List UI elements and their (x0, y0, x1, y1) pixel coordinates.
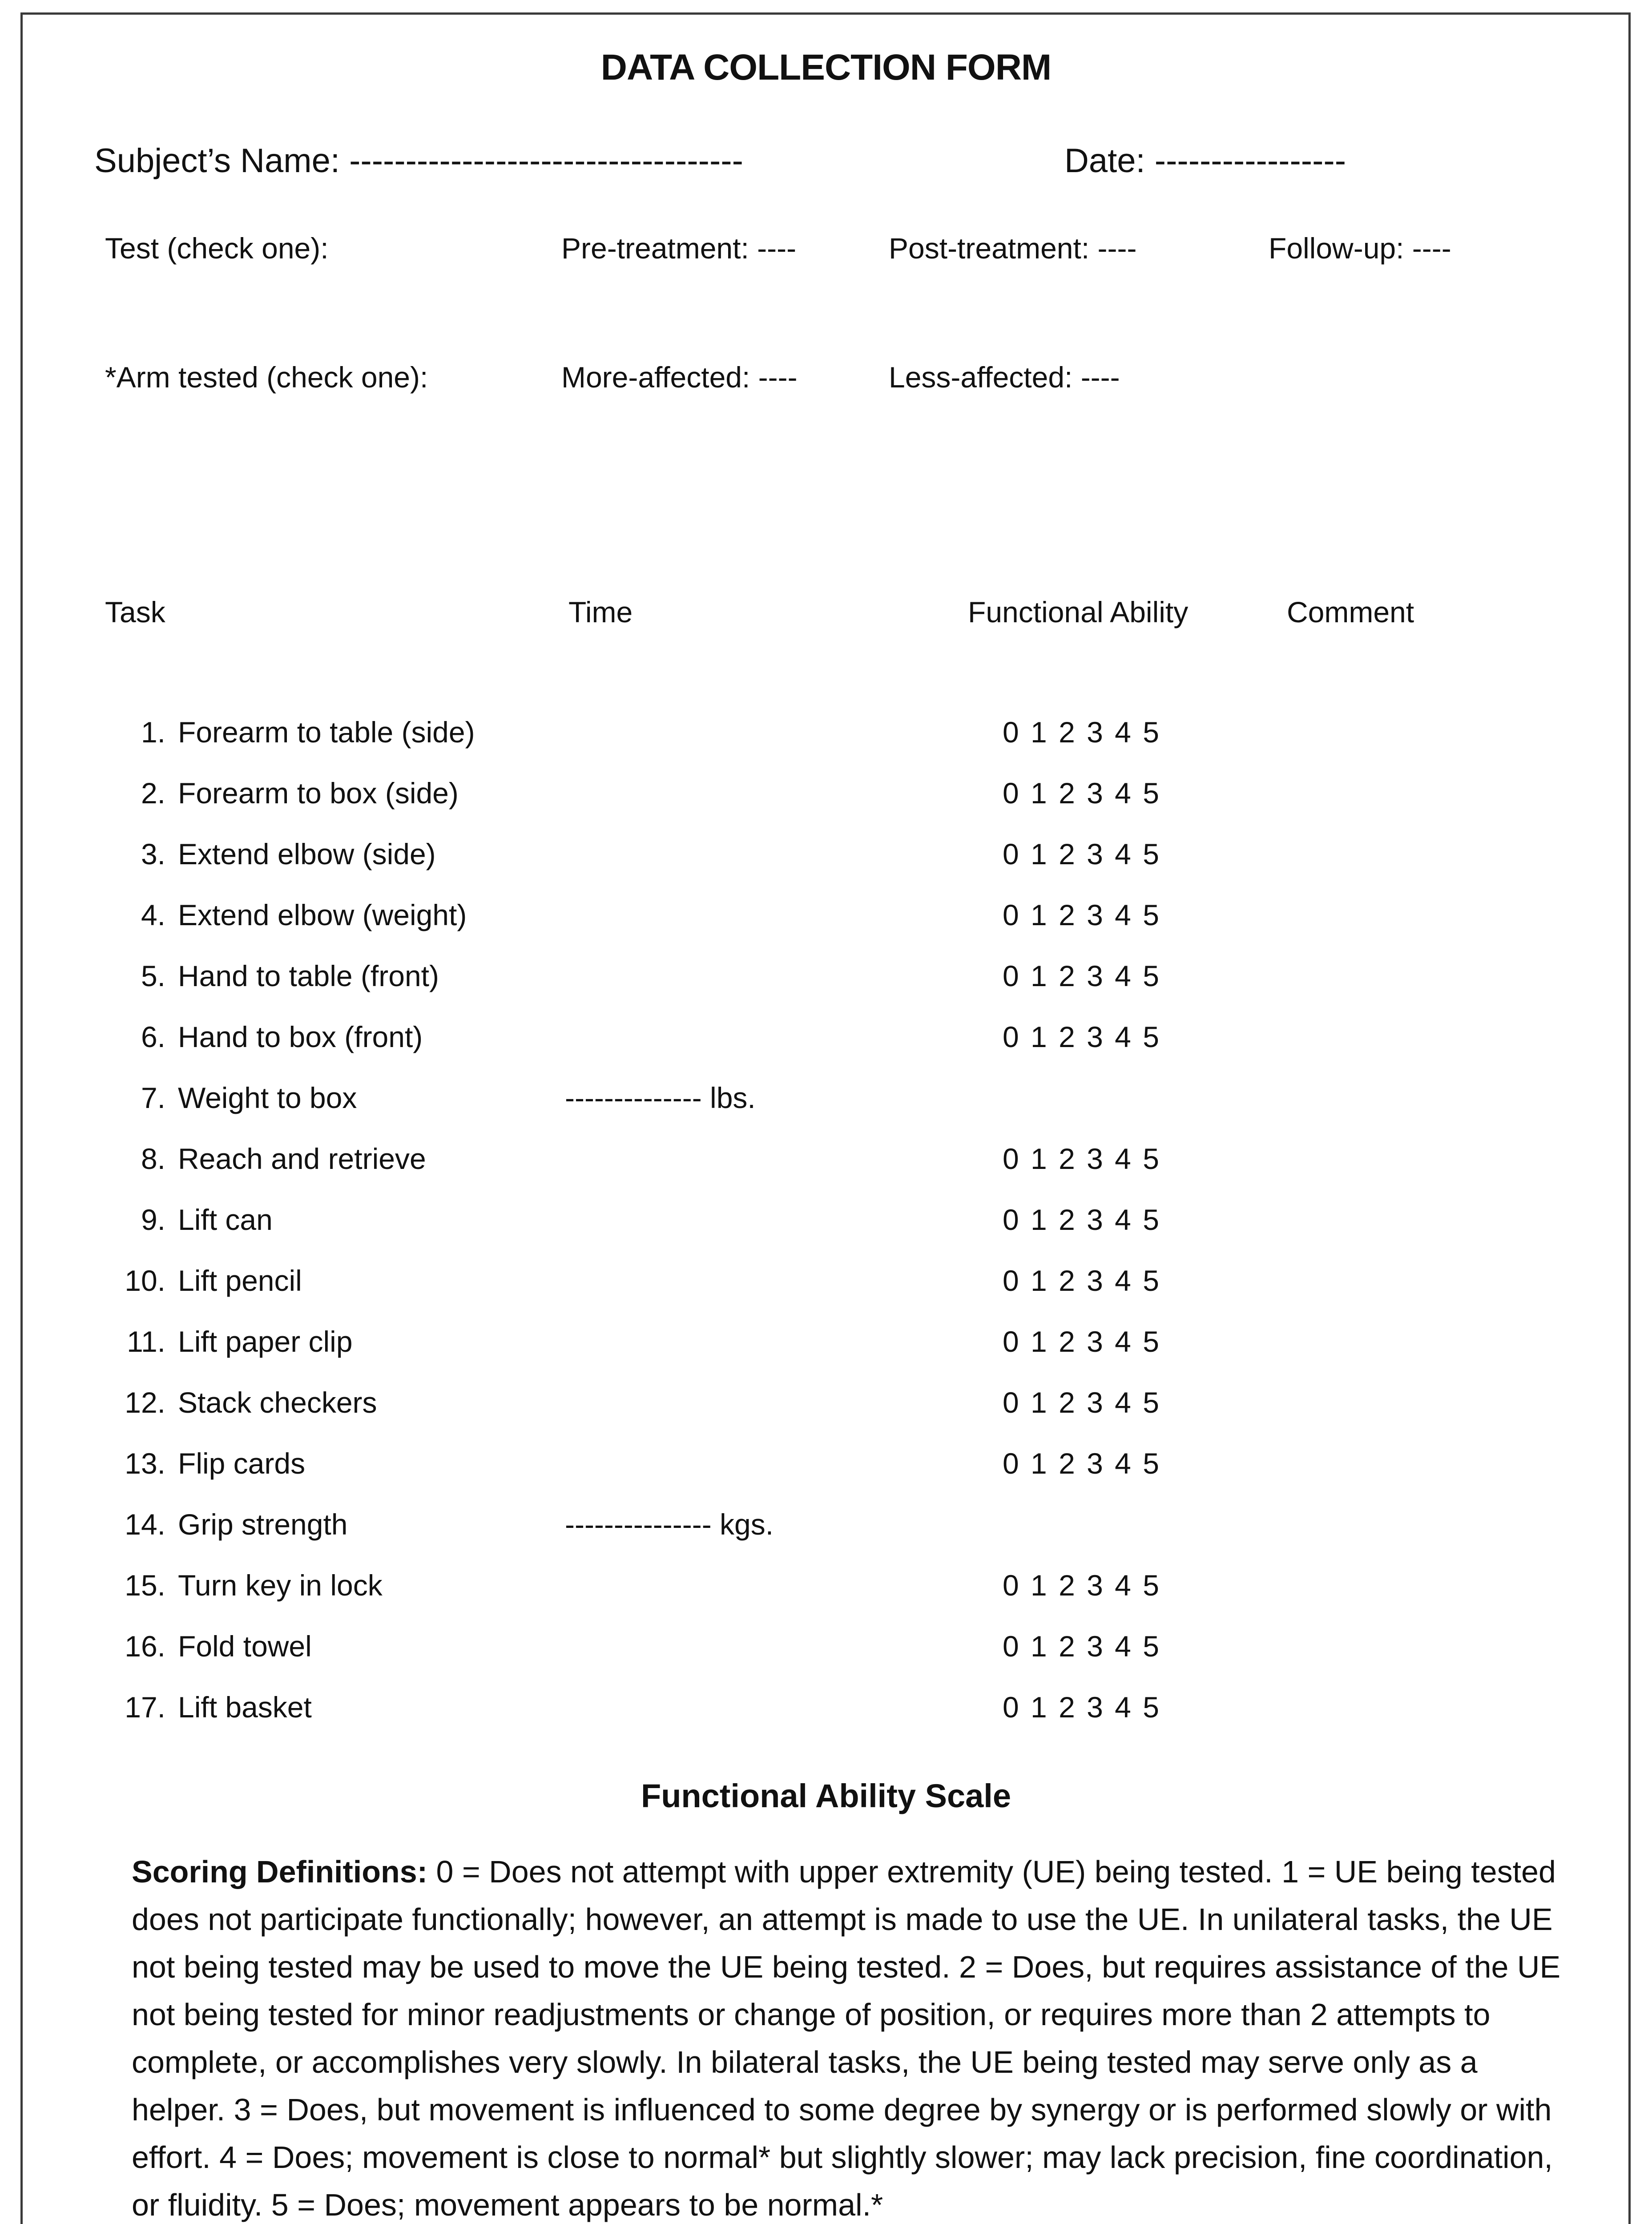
task-score-scale[interactable]: 0 1 2 3 4 5 (1003, 838, 1161, 870)
task-label: Hand to table (front) (178, 959, 439, 992)
task-label: Grip strength (178, 1508, 348, 1541)
task-label: Hand to box (front) (178, 1020, 423, 1053)
task-row (0, 715, 1652, 755)
task-score-scale[interactable]: 0 1 2 3 4 5 (1003, 1203, 1161, 1236)
task-number: 6. (141, 1020, 165, 1053)
task-score-scale[interactable]: 0 1 2 3 4 5 (1003, 1142, 1161, 1175)
task-number: 1. (141, 716, 165, 749)
task-row (0, 1142, 1652, 1182)
task-score-scale[interactable]: 0 1 2 3 4 5 (1003, 1264, 1161, 1297)
task-score-scale[interactable]: 0 1 2 3 4 5 (1003, 959, 1161, 992)
task-row (0, 1690, 1652, 1730)
task-label: Stack checkers (178, 1386, 377, 1419)
test-label: Test (check one): (105, 232, 329, 265)
task-score-scale[interactable]: 0 1 2 3 4 5 (1003, 1447, 1161, 1480)
task-label: Flip cards (178, 1447, 306, 1480)
task-number: 8. (141, 1142, 165, 1175)
task-row (0, 898, 1652, 938)
task-label: Turn key in lock (178, 1569, 383, 1602)
task-row (0, 959, 1652, 999)
task-row (0, 1446, 1652, 1487)
task-time[interactable]: -------------- lbs. (565, 1081, 756, 1114)
task-number: 12. (125, 1386, 165, 1419)
task-score-scale[interactable]: 0 1 2 3 4 5 (1003, 1386, 1161, 1419)
scale-title: Functional Ability Scale (641, 1777, 1011, 1814)
task-label: Lift basket (178, 1691, 312, 1724)
task-row (0, 1264, 1652, 1304)
task-number: 10. (125, 1264, 165, 1297)
task-row (0, 1203, 1652, 1243)
header-task: Task (105, 596, 165, 629)
task-score-scale[interactable]: 0 1 2 3 4 5 (1003, 716, 1161, 749)
task-number: 16. (125, 1630, 165, 1663)
task-row (0, 1507, 1652, 1547)
header-comment: Comment (1287, 596, 1414, 629)
task-number: 5. (141, 959, 165, 992)
arm-tested-label: *Arm tested (check one): (105, 361, 428, 394)
task-label: Lift paper clip (178, 1325, 353, 1358)
task-label: Extend elbow (side) (178, 838, 436, 870)
task-number: 9. (141, 1203, 165, 1236)
task-label: Weight to box (178, 1081, 357, 1114)
task-row (0, 1081, 1652, 1121)
more-affected-option[interactable]: More-affected: ---- (561, 361, 798, 394)
header-time: Time (568, 596, 633, 629)
task-score-scale[interactable]: 0 1 2 3 4 5 (1003, 1569, 1161, 1602)
task-score-scale[interactable]: 0 1 2 3 4 5 (1003, 898, 1161, 931)
scoring-text: 0 = Does not attempt with upper extremity (UE) being tested. 1 = UE being tested does not participate functionally; however, an attempt is made to use the UE. In unilateral tasks, the UE not being tested may be used to move the UE being tested. 2 = Does, but requires assistance of the UE not being tested for minor readjustments or change of position, or requires more than 2 attempts to complete, or accomplishes very slowly. In bilateral tasks, the UE being tested may serve only as a helper. 3 = Does, but movement is influenced to some degree by synergy or is performed slowly or with effort. 4 = Does; movement is close to normal* but slightly slower; may lack precision, fine coordination, or fluidity. 5 = Does; movement appears to be normal.* (132, 1854, 1561, 2222)
task-label: Reach and retrieve (178, 1142, 426, 1175)
task-row (0, 1629, 1652, 1669)
task-time[interactable]: --------------- kgs. (565, 1508, 774, 1541)
scoring-definitions (132, 1848, 1577, 2224)
task-row (0, 1020, 1652, 1060)
task-number: 3. (141, 838, 165, 870)
task-score-scale[interactable]: 0 1 2 3 4 5 (1003, 1325, 1161, 1358)
task-score-scale[interactable]: 0 1 2 3 4 5 (1003, 1630, 1161, 1663)
task-label: Lift can (178, 1203, 273, 1236)
subject-name-field[interactable]: Subject’s Name: ----------------------------------- (94, 142, 743, 180)
task-number: 14. (125, 1508, 165, 1541)
pre-treatment-option[interactable]: Pre-treatment: ---- (561, 232, 797, 265)
date-field[interactable]: Date: ----------------- (1064, 142, 1346, 180)
task-label: Lift pencil (178, 1264, 302, 1297)
scoring-label: Scoring Definitions: (132, 1854, 427, 1889)
task-row (0, 1325, 1652, 1365)
task-score-scale[interactable]: 0 1 2 3 4 5 (1003, 777, 1161, 810)
form-title: DATA COLLECTION FORM (600, 47, 1052, 88)
task-score-scale[interactable]: 0 1 2 3 4 5 (1003, 1691, 1161, 1724)
header-functional-ability: Functional Ability (968, 596, 1189, 629)
task-label: Forearm to box (side) (178, 777, 459, 810)
less-affected-option[interactable]: Less-affected: ---- (889, 361, 1120, 394)
task-label: Fold towel (178, 1630, 312, 1663)
task-number: 4. (141, 898, 165, 931)
task-score-scale[interactable]: 0 1 2 3 4 5 (1003, 1020, 1161, 1053)
task-label: Forearm to table (side) (178, 716, 475, 749)
task-label: Extend elbow (weight) (178, 898, 467, 931)
task-number: 15. (125, 1569, 165, 1602)
task-number: 11. (127, 1325, 165, 1358)
task-row (0, 776, 1652, 816)
task-number: 2. (141, 777, 165, 810)
task-number: 13. (125, 1447, 165, 1480)
task-row (0, 1568, 1652, 1608)
post-treatment-option[interactable]: Post-treatment: ---- (889, 232, 1137, 265)
task-row (0, 1386, 1652, 1426)
task-number: 17. (125, 1691, 165, 1724)
follow-up-option[interactable]: Follow-up: ---- (1269, 232, 1451, 265)
task-row (0, 837, 1652, 877)
task-number: 7. (141, 1081, 165, 1114)
